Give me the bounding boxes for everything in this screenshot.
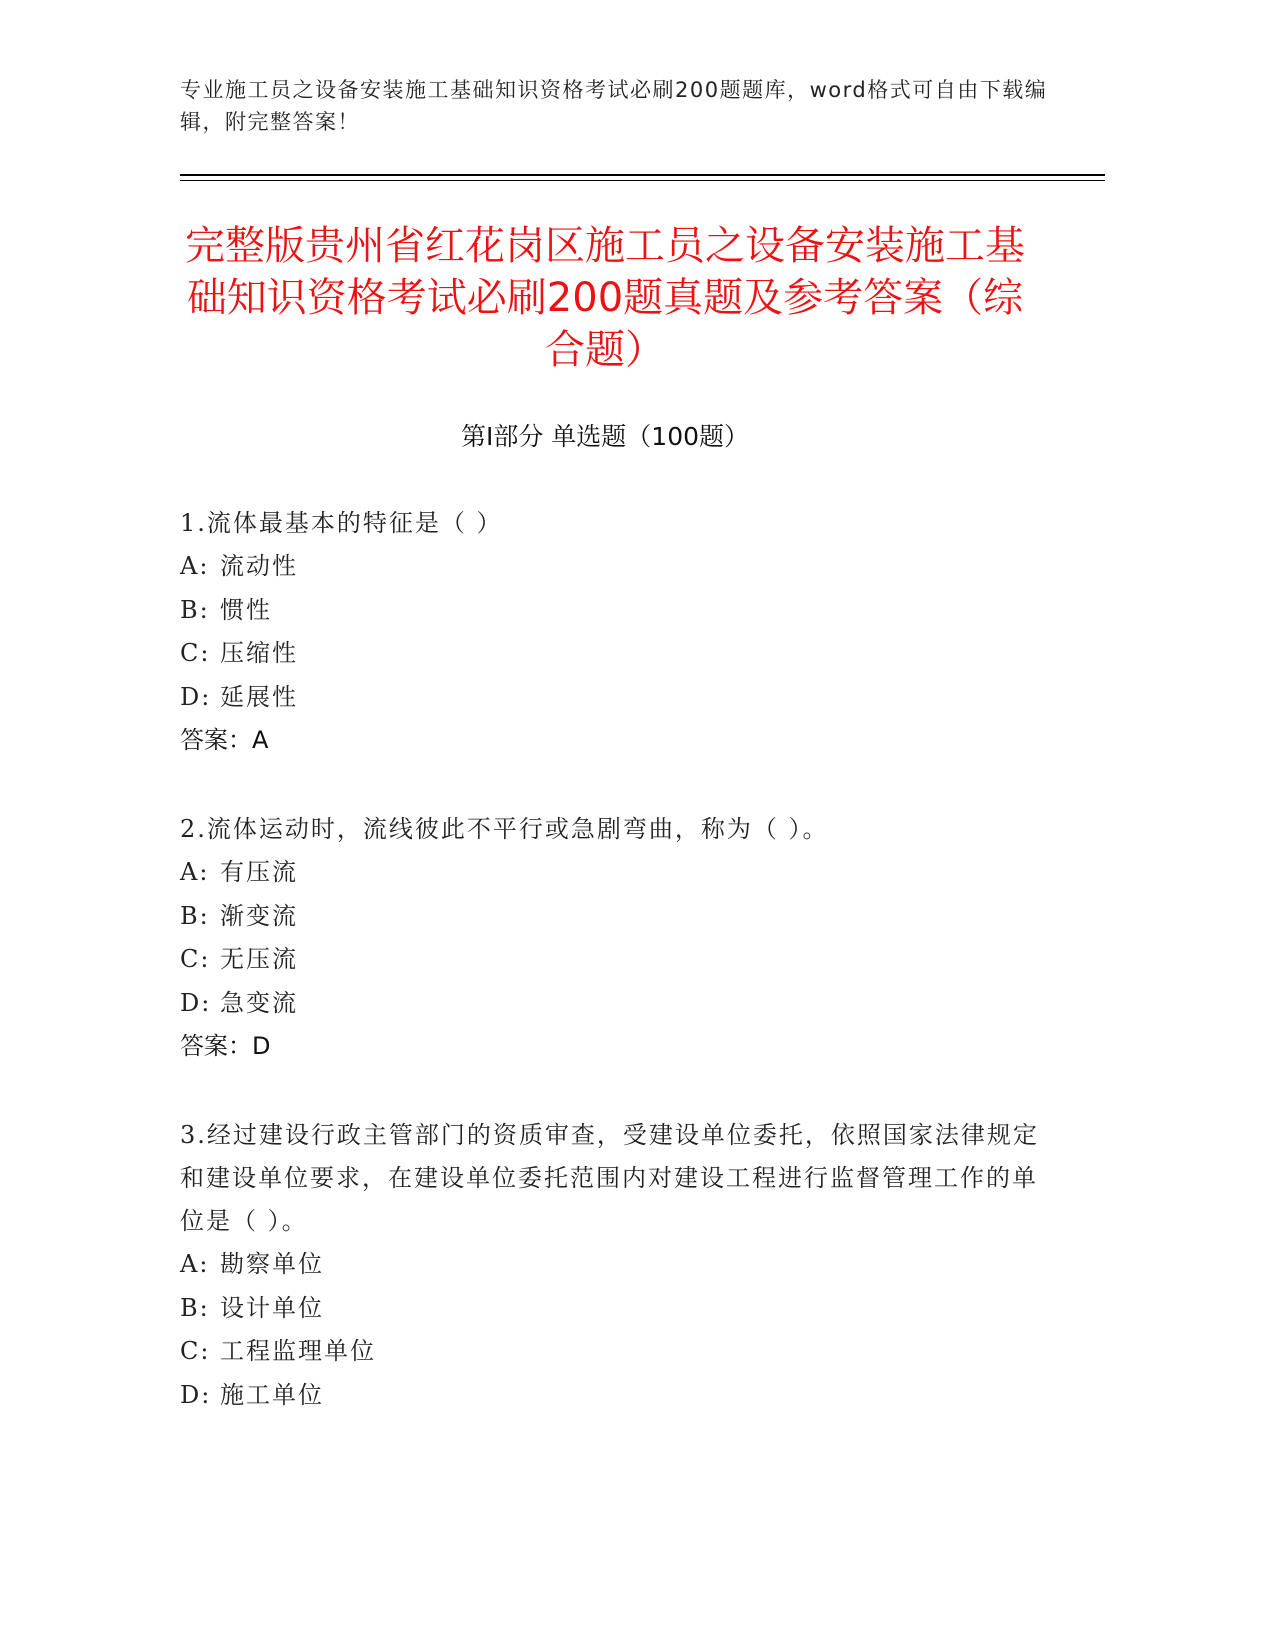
option-key: A: [180,552,210,580]
option-key: B: [180,595,210,624]
option-key: C: [180,1337,211,1365]
option-d [180,1374,1040,1418]
option-key: A: [180,858,210,886]
option-text: 急变流 [220,988,298,1017]
option-text: 惯性 [220,595,272,624]
question-text: 2.流体运动时，流线彼此不平行或急剧弯曲，称为（ ）。 [180,815,829,843]
option-text: 工程监理单位 [220,1337,376,1365]
option-key: D: [180,1380,212,1409]
header-rule-thick [180,174,1105,176]
question-2 [180,808,1040,1068]
option-key: B: [180,901,210,930]
option-key: D: [180,988,212,1017]
header-note: 专业施工员之设备安装施工基础知识资格考试必刷200题题库，word格式可自由下载编辑，附完整答案！ [180,78,1048,134]
option-c [180,632,1040,676]
question-3 [180,1114,1040,1417]
section-heading: 第Ⅰ部分 单选题（100题） [460,422,750,451]
question-1 [180,502,1040,762]
option-b [180,1287,1040,1331]
option-text: 压缩性 [220,639,298,667]
option-b [180,895,1040,939]
option-text: 设计单位 [220,1293,324,1322]
question-text: 3.经过建设行政主管部门的资质审查，受建设单位委托，依照国家法律规定和建设单位要求，在建设单位委托范围内对建设工程进行监督管理工作的单位是（ ）。 [180,1121,1039,1235]
option-c [180,1330,1040,1374]
option-b [180,589,1040,633]
answer: 答案：D [180,1032,271,1060]
option-a [180,545,1040,589]
option-a [180,851,1040,895]
option-text: 延展性 [220,682,298,711]
option-text: 有压流 [220,858,298,886]
option-a [180,1243,1040,1287]
option-text: 流动性 [220,552,298,580]
option-key: A: [180,1250,210,1278]
option-key: B: [180,1293,210,1322]
answer: 答案：A [180,726,269,754]
header-rule-thin [180,180,1105,181]
question-text: 1.流体最基本的特征是（ ） [180,509,503,537]
option-c [180,938,1040,982]
option-key: D: [180,682,212,711]
option-text: 渐变流 [220,901,298,930]
option-d [180,982,1040,1026]
document-title: 完整版贵州省红花岗区施工员之设备安装施工基础知识资格考试必刷200题真题及参考答案（综合题） [185,223,1025,373]
option-d [180,676,1040,720]
option-key: C: [180,945,211,973]
option-key: C: [180,639,211,667]
option-text: 施工单位 [220,1380,324,1409]
option-text: 勘察单位 [220,1250,324,1278]
option-text: 无压流 [220,945,298,973]
